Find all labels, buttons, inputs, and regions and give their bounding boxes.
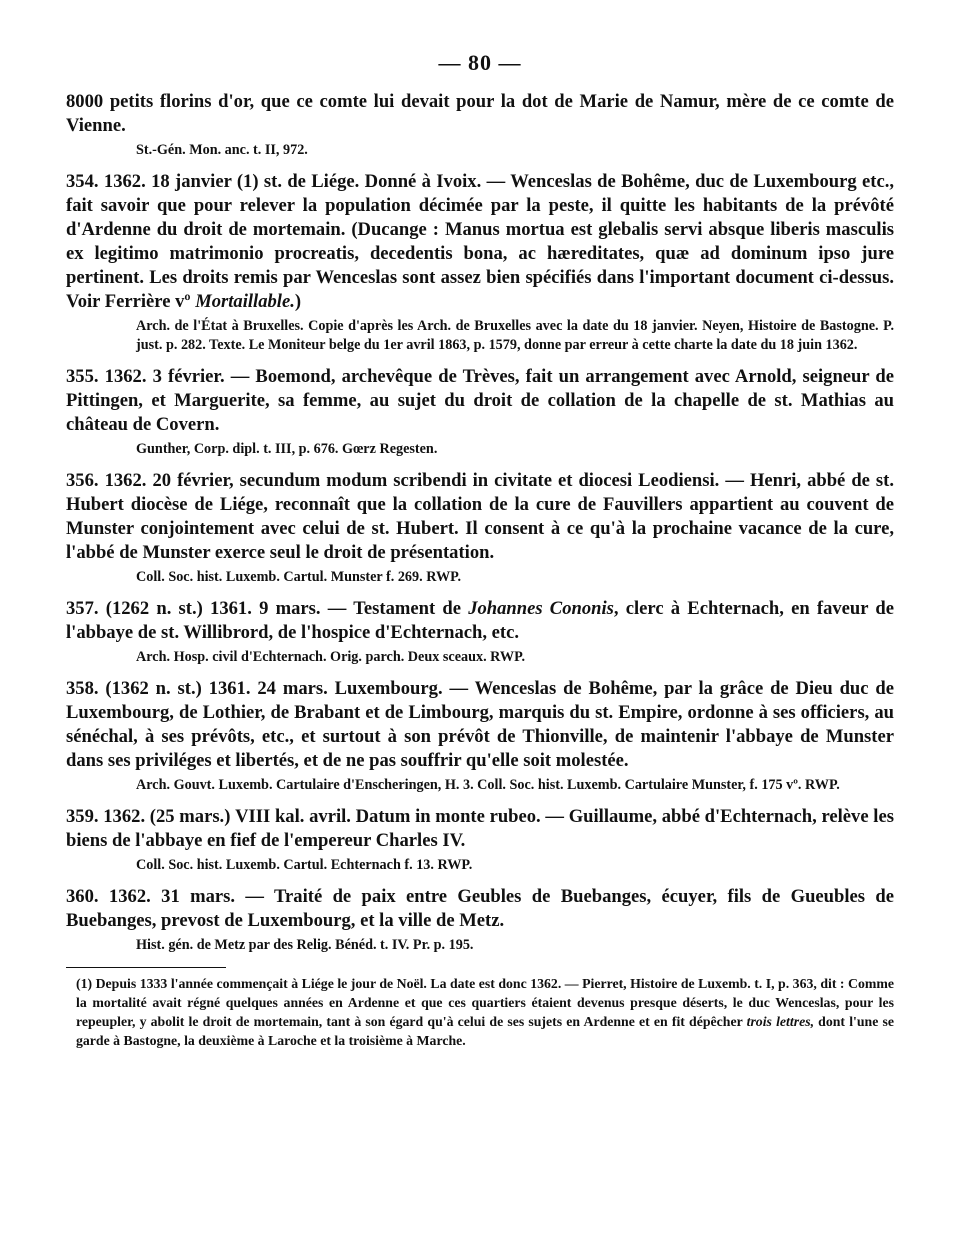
- footnote: [76, 974, 894, 1050]
- entry-year: (1262 n. st.) 1361.: [105, 598, 252, 619]
- entry-date: 31 mars.: [161, 886, 236, 907]
- entry-place: VIII kal. avril. Datum in monte rubeo.: [235, 806, 541, 827]
- intro-paragraph: 8000 petits florins d'or, que ce comte lui devait pour la dot de Marie de Namur, mère de ce comte de Vienne.: [66, 91, 894, 136]
- entry-number: 356.: [66, 470, 99, 491]
- entry-source: Hist. gén. de Metz par des Relig. Bénéd. t. IV. Pr. p. 195.: [136, 937, 474, 953]
- entry: [66, 597, 894, 667]
- entry-number: 354.: [66, 171, 99, 192]
- entry-date: (25 mars.): [149, 806, 231, 827]
- entry-source: Arch. Gouvt. Luxemb. Cartulaire d'Enscheringen, H. 3. Coll. Soc. hist. Luxemb. Cartulaire Munster, f. 175 vº. RWP.: [136, 777, 840, 793]
- entry-source: Coll. Soc. hist. Luxemb. Cartul. Munster f. 269. RWP.: [136, 569, 462, 585]
- entry: [66, 677, 894, 795]
- entry-year: 1362.: [103, 171, 146, 192]
- entry: [66, 365, 894, 459]
- entry-place: Donné à Ivoix.: [364, 171, 482, 192]
- entry-year: 1362.: [104, 366, 147, 387]
- entry-date: 20 février, secundum modum scribendi in civitate et diocesi Leodiensi.: [152, 470, 720, 491]
- entry-body: — Guillaume, abbé d'Echternach, relève les biens de l'abbaye en fief de l'empereur Charles IV.: [66, 806, 894, 851]
- entry-tail: ): [294, 291, 302, 312]
- entry-place: Luxembourg.: [334, 678, 443, 699]
- footnote-italic: trois lettres,: [746, 1014, 815, 1029]
- entry-number: 357.: [66, 598, 99, 619]
- entry-source: Coll. Soc. hist. Luxemb. Cartul. Echternach f. 13. RWP.: [136, 857, 473, 873]
- entry-year: 1362.: [108, 886, 151, 907]
- entry: [66, 469, 894, 587]
- entry-number: 358.: [66, 678, 99, 699]
- entry-date: 3 février.: [152, 366, 225, 387]
- document-page: [66, 50, 894, 1050]
- page-number: — 80 —: [438, 50, 522, 75]
- entry-italic: Mortaillable.: [195, 291, 295, 312]
- entry: [66, 805, 894, 875]
- entry-text: [66, 170, 894, 314]
- entry-body: — Boemond, archevêque de Trèves, fait un arrangement avec Arnold, seigneur de Pittingen, et Marguerite, sa femme, au sujet du droit de collation de la chapelle de st. Mathias au château de Covern.: [66, 366, 895, 435]
- footnote-rule: [66, 967, 226, 968]
- entry-italic: Johannes Cononis: [468, 598, 614, 619]
- entry-date: 18 janvier (1) st. de Liége.: [151, 171, 360, 192]
- entry-year: 1362.: [103, 806, 146, 827]
- entry-source: Arch. Hosp. civil d'Echternach. Orig. parch. Deux sceaux. RWP.: [136, 649, 526, 665]
- entry-body: — Testament de: [327, 598, 469, 619]
- entry-date: 24 mars.: [257, 678, 328, 699]
- entry-tail: , clerc à Echternach, en faveur de l'abbaye de st. Willibrord, de l'hospice d'Echternach, etc.: [66, 598, 894, 643]
- footnote-tail: dont l'une se garde à Bastogne, la deuxième à Laroche et la troisième à Marche.: [76, 1014, 894, 1048]
- entry-text: [66, 597, 894, 645]
- entry-text: [66, 677, 894, 773]
- entry-number: 360.: [66, 886, 99, 907]
- entry-date: 9 mars.: [259, 598, 321, 619]
- entry-number: 359.: [66, 806, 99, 827]
- entry-text: [66, 469, 894, 565]
- entry-year: (1362 n. st.) 1361.: [105, 678, 251, 699]
- entries-list: [66, 170, 894, 955]
- entry-number: 355.: [66, 366, 99, 387]
- entry: [66, 885, 894, 955]
- footnote-head: (1) Depuis 1333 l'année commençait à Liége le jour de Noël. La date est donc 1362. — Pierret, Histoire de Luxemb. t. I, p. 363, dit : Comme la mortalité avait régné quelques années en Ardenne et que ces quartiers étaient devenus presque déserts, le duc Wenceslas, pour les repeupler, y abolit le droit de mortemain, tant à son égard qu'à celui de ses sujets en Ardenne et en fit dépêcher: [76, 976, 894, 1029]
- entry-text: [66, 805, 894, 853]
- entry-body: — Henri, abbé de st. Hubert diocèse de Liége, reconnaît que la collation de la cure de Fauvillers appartient au couvent de Munster conjointement avec celui de st. Hubert. Il consent à ce qu'à la prochaine vacance de la cure, l'abbé de Munster exerce seul le droit de présentation.: [66, 470, 895, 563]
- entry-year: 1362.: [104, 470, 147, 491]
- entry: [66, 170, 894, 355]
- entry-source: Arch. de l'État à Bruxelles. Copie d'après les Arch. de Bruxelles avec la date du 18 janvier. Neyen, Histoire de Bastogne. P. just. p. 282. Texte. Le Moniteur belge du 1er avril 1863, p. 1579, donne par erreur à cette charte la date du 18 juin 1362.: [136, 318, 894, 353]
- entry-text: [66, 885, 894, 933]
- entry-body: — Wenceslas de Bohême, duc de Luxembourg etc., fait savoir que pour relever la population décimée par la peste, il quitte les habitants de la prévôté d'Ardenne du droit de mortemain. (Ducange : Manus mortua est glebalis servi absque liberis masculis ex legitimo matrimonio procreatis, decedentis bona, ac hæreditates, quæ ad dominum ipso jure pertinent. Les droits remis par Wenceslas sont assez bien spécifiés dans l'important document ci-dessus. Voir Ferrière vº: [66, 171, 894, 312]
- entry-body: — Wenceslas de Bohême, par la grâce de Dieu duc de Luxembourg, de Lothier, de Brabant et de Limbourg, marquis du st. Empire, ordonne à ses officiers, au sénéchal, à ses prévôts, etc., et surtout à son prévôt de Thionville, de maintenir l'abbaye de Munster dans ses priviléges et libertés, et de ne pas souffrir qu'elle soit molestée.: [66, 678, 894, 771]
- entry-body: — Traité de paix entre Geubles de Buebanges, écuyer, fils de Gueubles de Buebanges, prevost de Luxembourg, et la ville de Metz.: [66, 886, 894, 931]
- intro-source: St.-Gén. Mon. anc. t. II, 972.: [136, 142, 308, 158]
- entry-source: Gunther, Corp. dipl. t. III, p. 676. Gœrz Regesten.: [136, 441, 438, 457]
- entry-text: [66, 365, 894, 437]
